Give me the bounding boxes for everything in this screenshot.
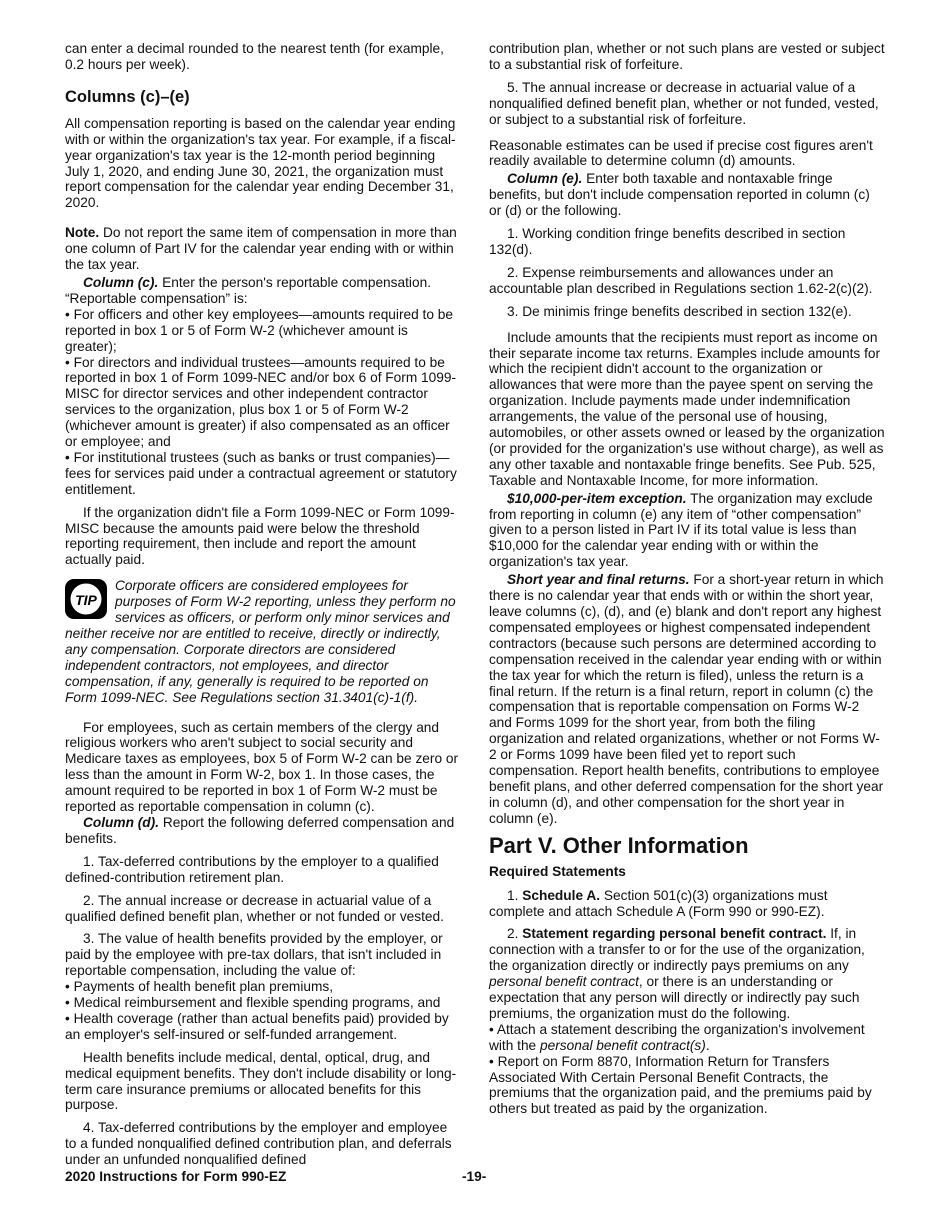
exception-label: $10,000-per-item exception. (507, 490, 687, 506)
column-d-label: Column (d). (83, 814, 160, 830)
paragraph: can enter a decimal rounded to the nearest tenth (for example, 0.2 hours per week). (65, 41, 444, 72)
paragraph: Reasonable estimates can be used if precise cost figures aren't readily available to determine column (d) amounts. (489, 137, 873, 169)
tip-box (65, 578, 461, 705)
note-paragraph: Note. Do not report the same item of compensation in more than one column of Part IV for the calendar year ending with or within the tax year. (65, 225, 457, 273)
list-item: 2. Expense reimbursements and allowances under an accountable plan described in Regulations section 1.62-2(c)(2). (489, 264, 873, 296)
paragraph: If the organization didn't file a Form 1099-NEC or Form 1099-MISC because the amounts paid were below the threshold reporting requirement, then include and report the amount actually paid. (65, 504, 455, 568)
paragraph: For employees, such as certain members of the clergy and religious workers who aren't subject to social security and Medicare taxes as employees, box 5 of Form W-2 can be zero or less than the amount in Form W-2, box 1. In those cases, the amount required to be reported in box 1 of Form W-2 must be reported as reportable compensation in column (c). (65, 719, 459, 815)
page-number: -19- (462, 1169, 487, 1184)
column-d-paragraph: Column (d). Report the following deferred compensation and benefits. (65, 814, 455, 846)
list-item: 1. Tax-deferred contributions by the employer to a qualified defined-contribution retirement plan. (65, 853, 439, 885)
column-e-paragraph: Column (e). Enter both taxable and nontaxable fringe benefits, but don't include compensation reported in column (c) or (d) or the following. (489, 171, 870, 219)
short-year-label: Short year and final returns. (507, 572, 690, 588)
list-item: • Payments of health benefit plan premiums, (65, 979, 334, 995)
list-item: 1. Working condition fringe benefits described in section 132(d). (489, 226, 846, 257)
statement-label: Schedule A. (522, 887, 601, 903)
list-item: 3. De minimis fringe benefits described in section 132(e). (507, 303, 852, 319)
statement-item: 2. Statement regarding personal benefit contract. If, in connection with a transfer to or for the use of the organization, the organization directly or indirectly pays premiums on any personal benefit contract, or there is an understanding or expectation that any person will directly or indirectly pay such premiums, the organization must do the following. (489, 926, 865, 1021)
list-item: • Health coverage (rather than actual benefits paid) provided by an employer's self-insured or self-funded arrangement. (65, 1010, 449, 1042)
note-label: Note. (65, 225, 100, 241)
paragraph: All compensation reporting is based on the calendar year ending with or within the organization's tax year. For example, if a fiscal-year organization's tax year is the 12-month period beginning July 1, 2020, and ending June 30, 2021, the organization must report compensation for the calendar year ending December 31, 2020. (65, 115, 456, 211)
list-item: 3. The value of health benefits provided by the employer, or paid by the employee with pre-tax dollars, that isn't included in reportable compensation, including the value of: (65, 931, 443, 979)
subsection-title: Required Statements (489, 863, 626, 879)
tip-icon (65, 579, 107, 619)
list-item: • Attach a statement describing the organization's involvement with the personal benefit contract(s). (489, 1021, 865, 1053)
column-c-paragraph: Column (c). Enter the person's reportable compensation. “Reportable compensation” is: (65, 274, 432, 306)
short-year-paragraph: Short year and final returns. For a short-year return in which there is no calendar year that ends with or within the short year, leave columns (c), (d), and (e) blank and don't report any highest compensated employees or highest compensated independent contractors (because such persons are determined according to compensation received in the calendar year ending with or within the tax year for which the return is filed), unless the return is a final return. If the return is a final return, report in column (c) the compensation that is reportable compensation on Forms W-2 and Forms 1099 for the short year, from both the filing organization and related organizations, whether or not Forms W-2 or Forms 1099 have been filed yet to report such compensation. Report health benefits, contributions to employee benefit plans, and other deferred compensation for the short year in column (d), and other compensation for the short year in column (e). (489, 572, 884, 826)
tip-label: TIP (75, 592, 97, 609)
list-item: • For directors and individual trustees—amounts required to be reported in box 1 of Form 1099-NEC and/or box 6 of Form 1099-MISC for director services and other independent contractor services to the organization, plus box 1 or 5 of Form W-2 (whichever amount is greater) if also compensated as an officer or employee; and (65, 354, 457, 450)
footer-title: 2020 Instructions for Form 990-EZ (65, 1169, 287, 1184)
list-item: • Report on Form 8870, Information Return for Transfers Associated With Certain Personal Benefit Contracts, the premiums that the organization paid, and the premiums paid by others but treated as paid by the organization. (489, 1053, 872, 1117)
list-item: • For institutional trustees (such as banks or trust companies)—fees for services paid under a contractual agreement or statutory entitlement. (65, 449, 457, 497)
paragraph: contribution plan, whether or not such plans are vested or subject to a substantial risk of forfeiture. (489, 41, 885, 72)
paragraph: Include amounts that the recipients must report as income on their separate income tax returns. Examples include amounts for which the recipient didn't account to the organization or allowances that were more than the payee spent on serving the organization. Include payments made under indemnification arrangements, the value of the personal use of housing, automobiles, or other assets owned or leased by the organization (or provided for the organization's use without charge), as well as any other taxable and nontaxable fringe benefits. See Pub. 525, Taxable and Nontaxable Income, for more information. (489, 329, 885, 488)
tip-text: Corporate officers are considered employees for purposes of Form W-2 reporting, unless they perform no services as officers, or perform only minor services and neither receive nor are entitled to receive, directly or indirectly, any compensation. Corporate directors are considered independent contractors, not employees, and director compensation, if any, generally is required to be reported on Form 1099-NEC. See Regulations section 31.3401(c)-1(f). (65, 578, 456, 705)
list-item: • Medical reimbursement and flexible spending programs, and (65, 995, 441, 1011)
statement-item: 1. Schedule A. Section 501(c)(3) organizations must complete and attach Schedule A (Form 990 or 990-EZ). (489, 887, 828, 919)
paragraph: Health benefits include medical, dental, optical, drug, and medical equipment benefits. They don't include disability or long-term care insurance premiums or allocated benefits for this purpose. (65, 1049, 457, 1113)
exception-paragraph: $10,000-per-item exception. The organization may exclude from reporting in column (e) any item of “other compensation” given to a person listed in Part IV if its total value is less than $10,000 for the calendar year ending with or within the organization's tax year. (489, 490, 873, 570)
list-item: 2. The annual increase or decrease in actuarial value of a qualified defined benefit plan, whether or not funded or vested. (65, 892, 444, 924)
list-item: 4. Tax-deferred contributions by the employer and employee to a funded nonqualified defined contribution plan, and deferrals under an unfunded nonqualified defined (65, 1120, 452, 1168)
part-title: Part V. Other Information (489, 832, 749, 858)
column-c-label: Column (c). (83, 274, 159, 290)
statement-label: Statement regarding personal benefit contract. (522, 926, 827, 942)
left-column (65, 41, 461, 1175)
list-item: • For officers and other key employees—amounts required to be reported in box 1 or 5 of Form W-2 (whichever amount is greater); (65, 306, 453, 354)
column-e-label: Column (e). (507, 171, 583, 187)
section-heading: Columns (c)–(e) (65, 87, 190, 106)
list-item: 5. The annual increase or decrease in actuarial value of a nonqualified defined benefit plan, whether or not funded, vested, or subject to a substantial risk of forfeiture. (489, 79, 879, 127)
right-column (489, 41, 885, 1117)
